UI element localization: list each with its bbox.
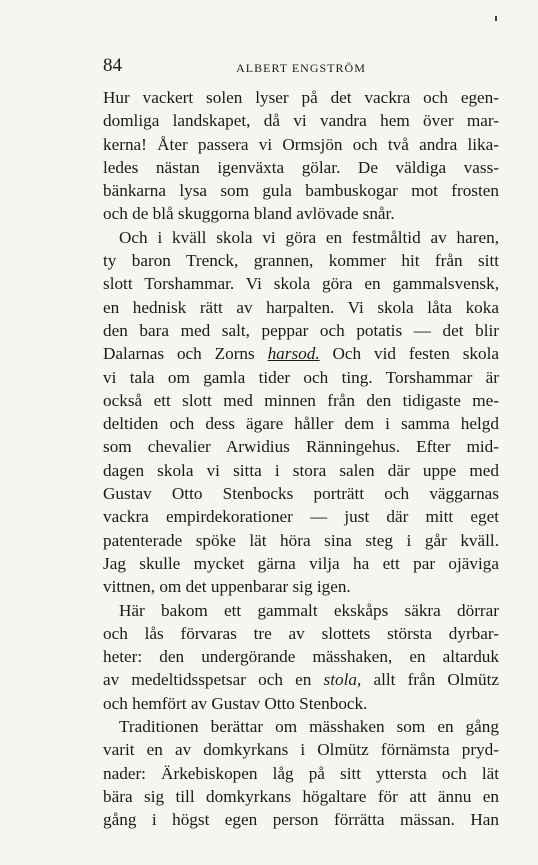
text-line: som chevalier Arwidius Ränningehus. Efter mid-: [103, 437, 499, 457]
page-number: 84: [103, 55, 122, 76]
text-run: av medeltidsspetsar och en: [103, 670, 324, 690]
text-line: varit en av domkyrkans i Olmütz förnämsta pryd-: [103, 740, 499, 760]
text-line: ledes nästan igenväxta gölar. De väldiga vass-: [103, 157, 499, 177]
text-line: Hur vackert solen lyser på det vackra och egen-: [103, 88, 499, 107]
text-line: Jag skulle mycket gärna vilja ha ett par ojäviga: [103, 553, 499, 573]
text-line: den bara med salt, peppar och potatis — det blir: [103, 320, 499, 340]
text-run: Dalarnas och Zorns: [103, 344, 268, 364]
text-line: Gustav Otto Stenbocks porträtt och väggarnas: [103, 484, 499, 504]
text-run: Och vid festen skola: [319, 344, 499, 364]
body-text: [103, 86, 499, 832]
italic-word: harsod.: [267, 344, 320, 364]
text-line: och lås förvaras tre av slottets största dyrbar-: [103, 623, 499, 643]
text-line: också ett slott med minnen från den tidigaste me-: [103, 390, 499, 410]
text-line: vackra empirdekorationer — just där mitt eget: [103, 507, 499, 527]
text-line: bänkarna lysa som gula bambuskogar mot frosten: [103, 181, 499, 201]
text-line: slott Torshammar. Vi skola göra en gammalsvensk,: [103, 274, 499, 294]
text-line: vittnen, om det uppenbarar sig igen.: [103, 577, 351, 597]
text-line: heter: den undergörande mässhaken, en altarduk: [103, 647, 499, 667]
italic-word: stola,: [323, 670, 362, 690]
text-line: deltiden och dess ägare håller dem i samma helgd: [103, 414, 499, 434]
page-header: [103, 55, 499, 79]
text-line: Traditionen berättar om mässhaken som en gång: [119, 717, 499, 737]
text-line: gång i högst egen person förrätta mässan. Han: [103, 810, 499, 830]
text-line: vi tala om gamla tider och ting. Torshammar är: [103, 367, 499, 387]
text-line: Och i kväll skola vi göra en festmåltid av haren,: [119, 227, 499, 247]
text-line: Här bakom ett gammalt ekskåps säkra dörrar: [119, 600, 499, 620]
text-line: domliga landskapet, då vi vandra hem över mar-: [103, 111, 499, 131]
text-line: nader: Ärkebiskopen låg på sitt yttersta och lät: [103, 763, 499, 783]
text-line: en hednisk rätt av harpalten. Vi skola låta koka: [103, 297, 499, 317]
margin-mark: [495, 16, 497, 21]
text-line: [103, 342, 499, 365]
text-line: bära sig till domkyrkans högaltare för att ännu en: [103, 786, 499, 806]
text-line: och hemfört av Gustav Otto Stenbock.: [103, 693, 368, 713]
text-line: [103, 668, 499, 691]
running-head: ALBERT ENGSTRÖM: [236, 61, 366, 75]
text-line: och de blå skuggorna bland avlövade snår.: [103, 204, 395, 224]
text-line: patenterade spöke lät höra sina steg i går kväll.: [103, 530, 499, 550]
text-line: kerna! Åter passera vi Ormsjön och två andra lika-: [103, 134, 499, 154]
text-line: ty baron Trenck, grannen, kommer hit från sitt: [103, 251, 499, 271]
text-run: allt från Olmütz: [361, 670, 499, 690]
text-line: dagen skola vi sitta i stora salen där uppe med: [103, 460, 499, 480]
